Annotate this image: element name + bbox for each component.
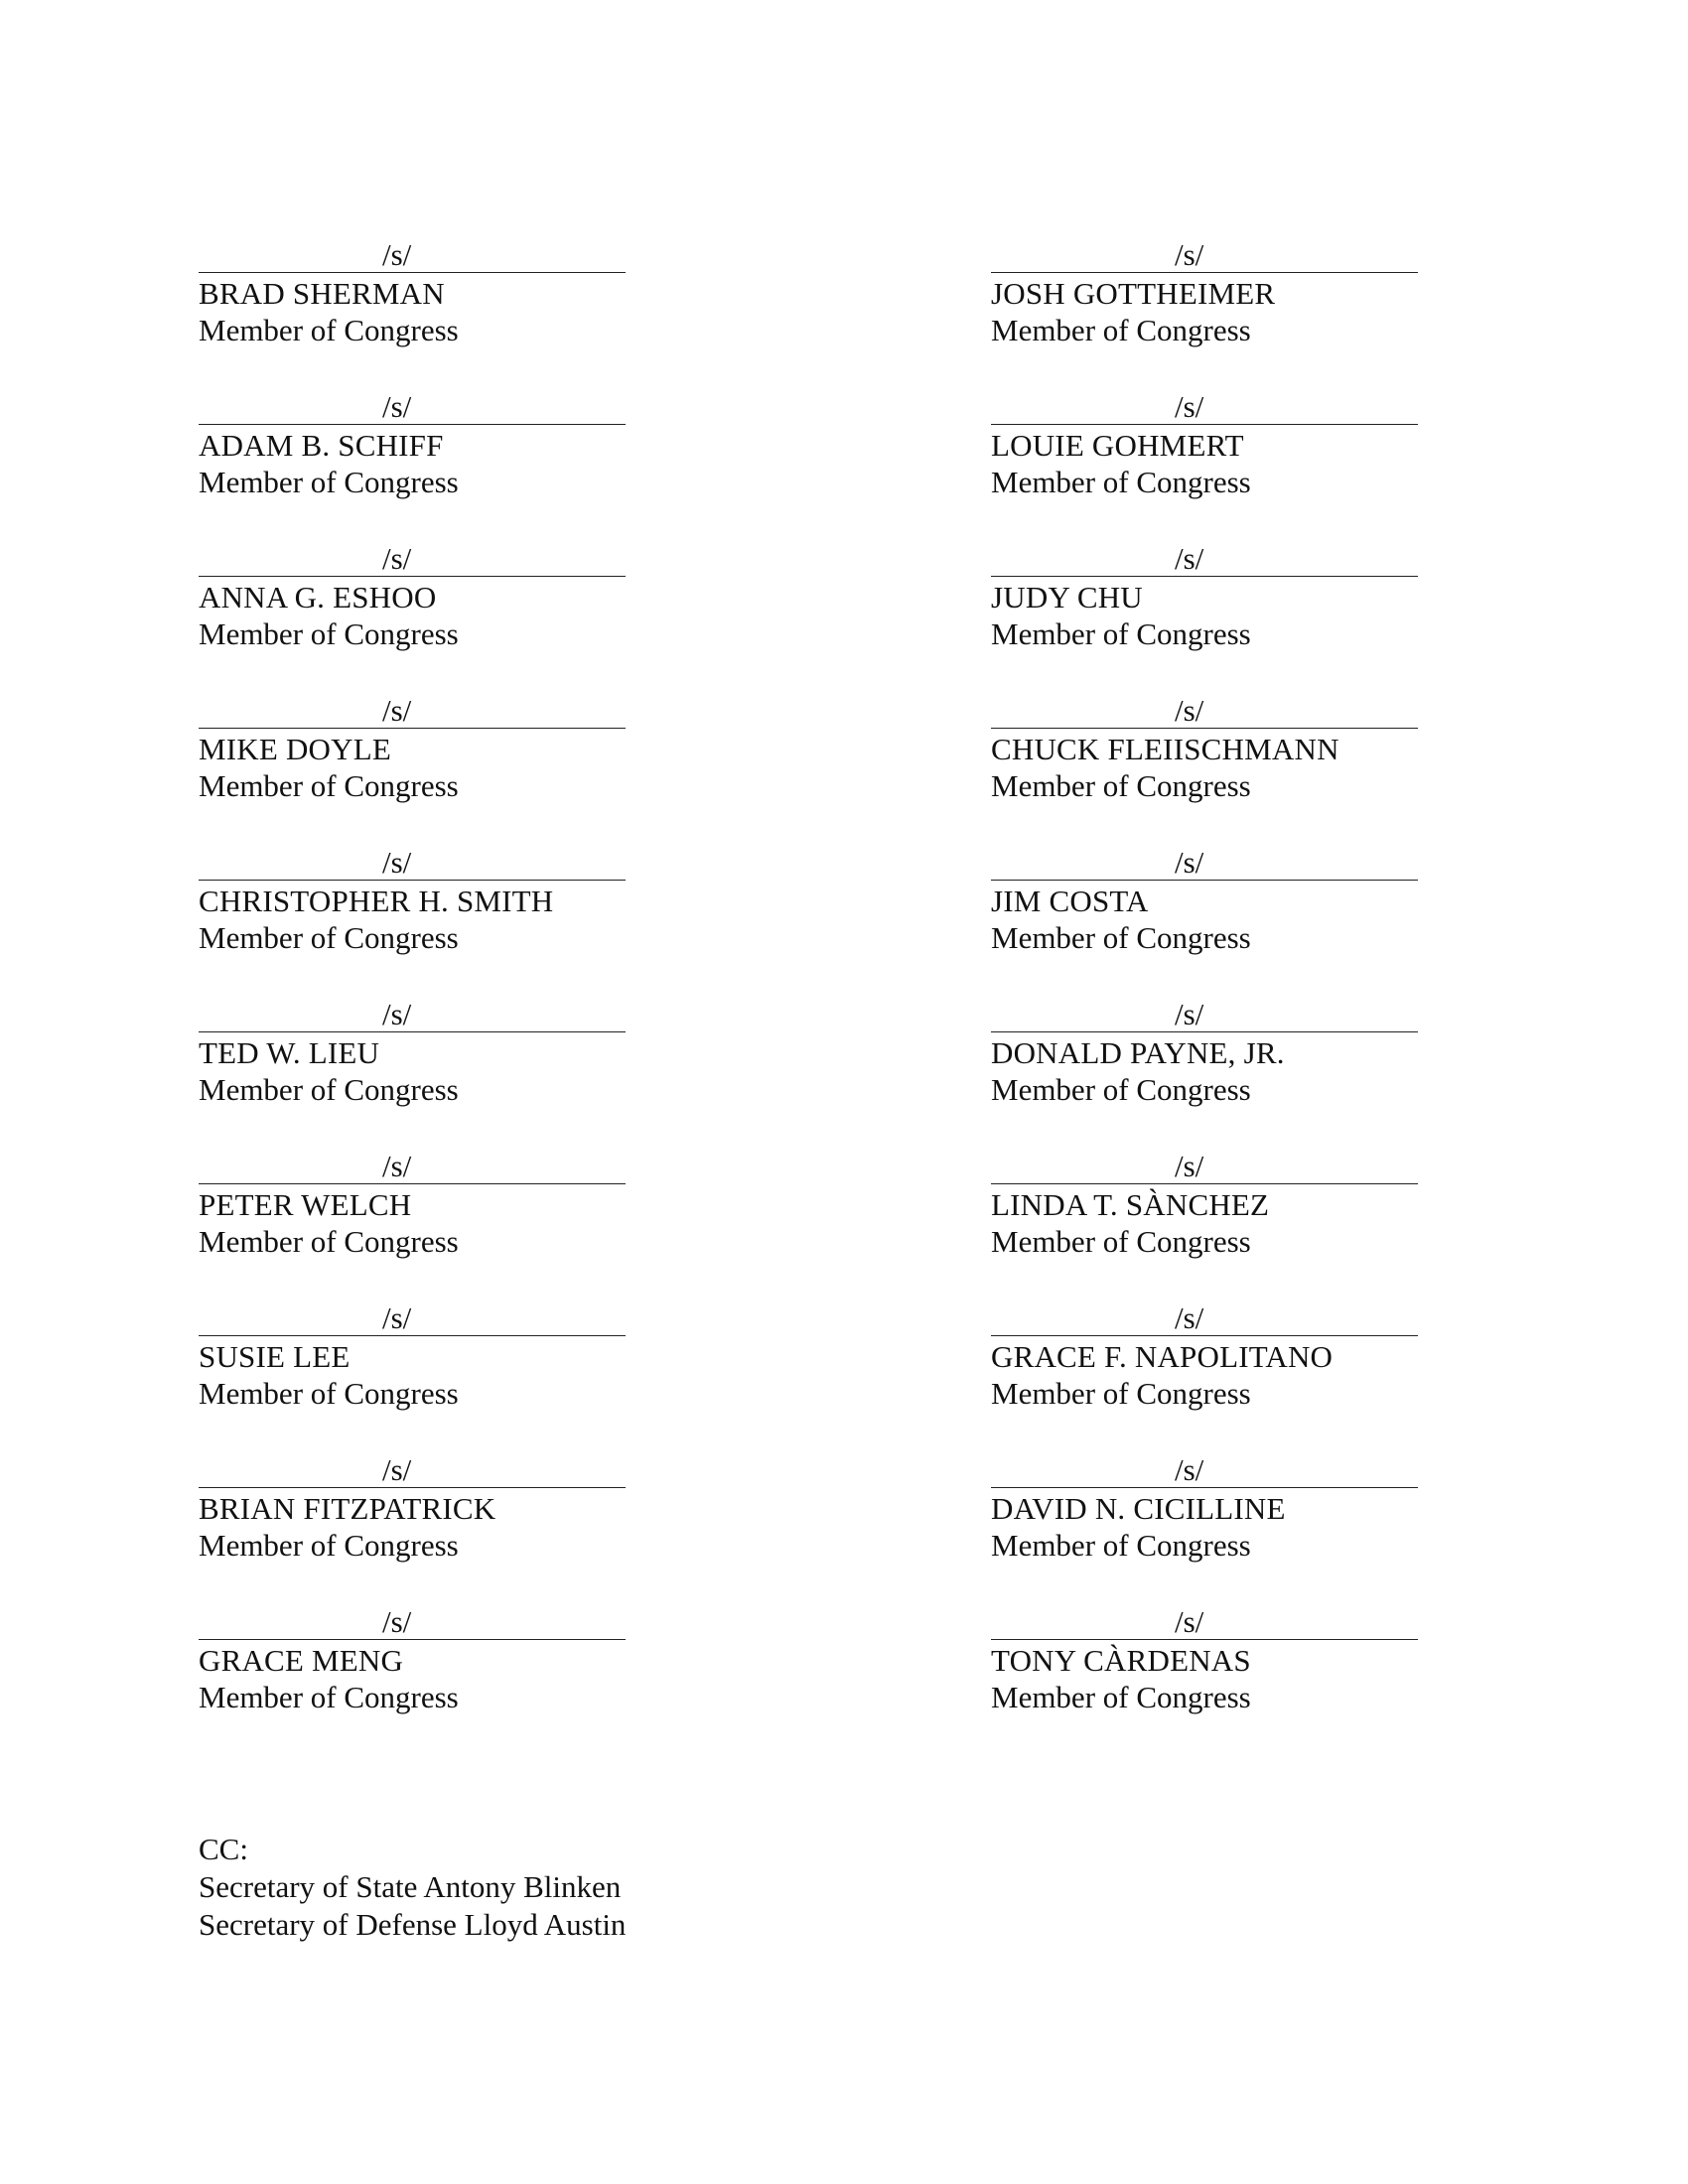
signature-mark: /s/	[382, 389, 412, 424]
signature-line	[991, 838, 1418, 881]
signature-block	[199, 1142, 635, 1294]
signature-line	[991, 382, 1418, 425]
signature-line	[199, 230, 626, 273]
signature-line	[199, 1597, 626, 1640]
signer-title: Member of Congress	[199, 1224, 459, 1259]
signer-name: TONY CÀRDENAS	[991, 1643, 1251, 1678]
signer-name: DAVID N. CICILLINE	[991, 1491, 1286, 1526]
signer-title: Member of Congress	[199, 313, 459, 347]
signature-block	[991, 1142, 1428, 1294]
signature-line	[199, 1294, 626, 1336]
signer-name: TED W. LIEU	[199, 1035, 380, 1070]
signer-title: Member of Congress	[991, 1072, 1251, 1107]
cc-recipient: Secretary of State Antony Blinken	[199, 1869, 622, 1904]
signer-title: Member of Congress	[991, 1680, 1251, 1714]
signer-name: JUDY CHU	[991, 580, 1143, 614]
signer-name: JIM COSTA	[991, 884, 1149, 918]
signature-block	[199, 382, 635, 534]
cc-section	[199, 1831, 626, 1944]
signature-block	[991, 686, 1428, 838]
signature-mark: /s/	[382, 845, 412, 880]
signer-name: GRACE MENG	[199, 1643, 404, 1678]
signer-title: Member of Congress	[199, 1072, 459, 1107]
signer-name: MIKE DOYLE	[199, 732, 391, 766]
signature-mark: /s/	[1175, 389, 1204, 424]
signature-mark: /s/	[382, 541, 412, 576]
signatures-left-column	[199, 230, 635, 1749]
signer-title: Member of Congress	[991, 1376, 1251, 1411]
cc-recipient: Secretary of Defense Lloyd Austin	[199, 1907, 627, 1942]
signer-name: GRACE F. NAPOLITANO	[991, 1339, 1334, 1374]
signer-name: LOUIE GOHMERT	[991, 428, 1244, 463]
signature-mark: /s/	[1175, 237, 1204, 272]
signer-name: CHUCK FLEIISCHMANN	[991, 732, 1339, 766]
signature-block	[991, 1445, 1428, 1597]
signature-line	[991, 534, 1418, 577]
signer-name: CHRISTOPHER H. SMITH	[199, 884, 554, 918]
signature-block	[199, 686, 635, 838]
signature-block	[991, 230, 1428, 382]
signer-title: Member of Congress	[991, 768, 1251, 803]
signer-title: Member of Congress	[991, 1528, 1251, 1563]
signature-line	[991, 1597, 1418, 1640]
signature-line	[199, 686, 626, 729]
signer-title: Member of Congress	[199, 1680, 459, 1714]
signature-mark: /s/	[382, 237, 412, 272]
signature-line	[199, 382, 626, 425]
signature-mark: /s/	[1175, 997, 1204, 1031]
signer-name: DONALD PAYNE, JR.	[991, 1035, 1285, 1070]
signature-block	[991, 990, 1428, 1142]
signature-mark: /s/	[1175, 541, 1204, 576]
signature-mark: /s/	[1175, 693, 1204, 728]
signature-block	[199, 1597, 635, 1749]
signature-block	[991, 1597, 1428, 1749]
signer-name: LINDA T. SÀNCHEZ	[991, 1187, 1270, 1222]
signature-line	[991, 230, 1418, 273]
signature-line	[991, 686, 1418, 729]
cc-label: CC:	[199, 1832, 248, 1866]
signer-title: Member of Congress	[199, 1528, 459, 1563]
signature-mark: /s/	[1175, 1300, 1204, 1335]
signer-name: ANNA G. ESHOO	[199, 580, 437, 614]
signer-title: Member of Congress	[991, 465, 1251, 499]
signature-mark: /s/	[1175, 1604, 1204, 1639]
signature-line	[199, 534, 626, 577]
signature-mark: /s/	[382, 997, 412, 1031]
signer-title: Member of Congress	[199, 920, 459, 955]
signer-title: Member of Congress	[199, 768, 459, 803]
signature-mark: /s/	[382, 1452, 412, 1487]
signatures-right-column	[991, 230, 1428, 1749]
signature-line	[991, 990, 1418, 1032]
signer-title: Member of Congress	[199, 616, 459, 651]
signature-block	[991, 382, 1428, 534]
signature-line	[199, 838, 626, 881]
signer-name: ADAM B. SCHIFF	[199, 428, 444, 463]
signature-line	[991, 1142, 1418, 1184]
signature-mark: /s/	[382, 693, 412, 728]
signer-title: Member of Congress	[991, 920, 1251, 955]
signature-block	[199, 534, 635, 686]
signer-title: Member of Congress	[199, 1376, 459, 1411]
signature-block	[991, 1294, 1428, 1445]
signature-mark: /s/	[1175, 1452, 1204, 1487]
signature-block	[991, 838, 1428, 990]
signature-mark: /s/	[1175, 1149, 1204, 1183]
signature-mark: /s/	[382, 1149, 412, 1183]
signature-line	[991, 1294, 1418, 1336]
signature-block	[199, 990, 635, 1142]
signature-block	[199, 1445, 635, 1597]
signer-name: SUSIE LEE	[199, 1339, 351, 1374]
signature-block	[199, 230, 635, 382]
signer-name: PETER WELCH	[199, 1187, 412, 1222]
signer-name: BRAD SHERMAN	[199, 276, 445, 311]
signature-mark: /s/	[382, 1300, 412, 1335]
signature-mark: /s/	[382, 1604, 412, 1639]
signature-line	[199, 1445, 626, 1488]
signature-line	[991, 1445, 1418, 1488]
signer-title: Member of Congress	[199, 465, 459, 499]
signature-line	[199, 1142, 626, 1184]
signer-title: Member of Congress	[991, 313, 1251, 347]
signer-title: Member of Congress	[991, 616, 1251, 651]
signature-block	[991, 534, 1428, 686]
signer-title: Member of Congress	[991, 1224, 1251, 1259]
signature-block	[199, 1294, 635, 1445]
signature-block	[199, 838, 635, 990]
signature-mark: /s/	[1175, 845, 1204, 880]
signature-line	[199, 990, 626, 1032]
signer-name: JOSH GOTTHEIMER	[991, 276, 1276, 311]
signer-name: BRIAN FITZPATRICK	[199, 1491, 496, 1526]
